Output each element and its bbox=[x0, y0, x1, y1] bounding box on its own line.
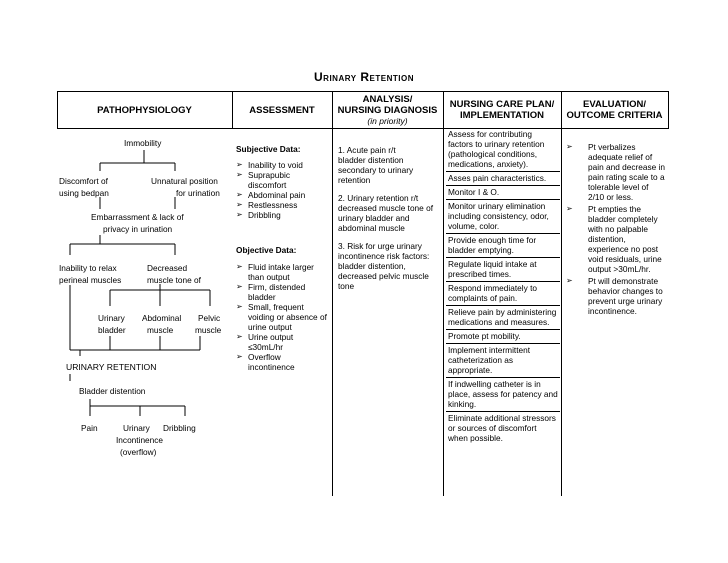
page-title: Urinary Retention bbox=[314, 70, 414, 84]
list-item: ➢ Restlessness bbox=[236, 200, 330, 210]
list-item: Assess for contributing factors to urinary retention (pathological conditions, medications, anxiety). bbox=[446, 128, 560, 172]
list-item: ➢ Urine output ≤30mL/hr bbox=[236, 332, 318, 352]
list-item: Monitor I & O. bbox=[446, 186, 560, 200]
subjective-data-label: Subjective Data: bbox=[236, 144, 301, 154]
flow-embarrassment-line2: privacy in urination bbox=[103, 224, 173, 234]
nursing-diagnosis-list bbox=[338, 145, 440, 295]
list-item: Regulate liquid intake at prescribed times. bbox=[446, 258, 560, 282]
flow-pain: Pain bbox=[81, 423, 98, 433]
flow-pelvic-line1: Pelvic bbox=[198, 313, 221, 323]
subjective-data-list bbox=[236, 160, 330, 220]
flow-unnatural-line2: for urination bbox=[176, 188, 220, 198]
list-item: ➢ Pt verbalizes adequate relief of pain and decrease in pain rating scale to a tolerable level of 2/10 or less. bbox=[566, 142, 666, 202]
flow-embarrassment-line1: Embarrassment & lack of bbox=[91, 212, 184, 222]
flow-immobility: Immobility bbox=[124, 138, 162, 148]
flow-decreased-line2: muscle tone of bbox=[147, 275, 201, 285]
list-item: Respond immediately to complaints of pain. bbox=[446, 282, 560, 306]
list-item: 3. Risk for urge urinary incontinence risk factors: bladder distention, decreased pelvic muscle tone bbox=[338, 241, 430, 291]
header-nd-line1: ANALYSIS/ bbox=[362, 93, 413, 105]
header-pathophysiology: PATHOPHYSIOLOGY bbox=[97, 104, 192, 116]
list-item: Provide enough time for bladder emptying. bbox=[446, 234, 560, 258]
list-item: Monitor urinary elimination including consistency, odor, volume, color. bbox=[446, 200, 560, 234]
list-item: ➢ Dribbling bbox=[236, 210, 330, 220]
flow-overflow: (overflow) bbox=[120, 447, 157, 457]
list-item: ➢ Suprapubic discomfort bbox=[236, 170, 318, 190]
list-item: ➢ Inability to void bbox=[236, 160, 330, 170]
header-nd-sub: (in priority) bbox=[367, 115, 408, 126]
list-item: 1. Acute pain r/t bladder distention secondary to urinary retention bbox=[338, 145, 414, 185]
flow-bladder-distention: Bladder distention bbox=[79, 386, 146, 396]
flow-incontinence: Incontinence bbox=[116, 435, 164, 445]
flow-urinary-bladder-line2: bladder bbox=[98, 325, 126, 335]
care-plan-list bbox=[446, 128, 560, 445]
flow-pelvic-line2: muscle bbox=[195, 325, 222, 335]
list-item: If indwelling catheter is in place, assess for patency and kinking. bbox=[446, 378, 560, 412]
list-item: ➢ Overflow incontinence bbox=[236, 352, 318, 372]
list-item: ➢ Pt empties the bladder completely with no palpable distention, experience no post void residuals, urine output >30mL/hr. bbox=[566, 204, 666, 274]
header-cp-line1: NURSING CARE PLAN/ bbox=[449, 99, 555, 110]
flow-abdominal-line2: muscle bbox=[147, 325, 174, 335]
header-nd-line2: NURSING DIAGNOSIS bbox=[337, 104, 438, 116]
flow-abdominal-line1: Abdominal bbox=[142, 313, 182, 323]
header-assessment: ASSESSMENT bbox=[249, 104, 315, 116]
flow-unnatural-line1: Unnatural position bbox=[151, 176, 218, 186]
flow-urinary-bladder-line1: Urinary bbox=[98, 313, 125, 323]
objective-data-label: Objective Data: bbox=[236, 245, 297, 255]
flow-urinary-retention: URINARY RETENTION bbox=[66, 362, 157, 372]
flow-discomfort-line2: using bedpan bbox=[59, 188, 109, 198]
list-item: ➢ Fluid intake larger than output bbox=[236, 262, 332, 282]
header-ev-line1: EVALUATION/ bbox=[583, 99, 646, 110]
flow-dribbling: Dribbling bbox=[163, 423, 196, 433]
list-item: ➢ Pt will demonstrate behavior changes to prevent urge urinary incontinence. bbox=[566, 276, 666, 316]
flow-decreased-line1: Decreased bbox=[147, 263, 188, 273]
objective-data-list bbox=[236, 262, 332, 372]
flow-discomfort-line1: Discomfort of bbox=[59, 176, 108, 186]
list-item: ➢ Firm, distended bladder bbox=[236, 282, 322, 302]
list-item: Asses pain characteristics. bbox=[446, 172, 560, 186]
evaluation-list bbox=[566, 142, 668, 316]
list-item: ➢ Small, frequent voiding or absence of urine output bbox=[236, 302, 332, 332]
header-cp-line2: IMPLEMENTATION bbox=[459, 110, 545, 121]
list-item: Implement intermittent catheterization as appropriate. bbox=[446, 344, 560, 378]
list-item: Eliminate additional stressors or sources of discomfort when possible. bbox=[448, 413, 556, 443]
flow-inability-line2: perineal muscles bbox=[59, 275, 122, 285]
flow-urinary: Urinary bbox=[123, 423, 150, 433]
flow-inability-line1: Inability to relax bbox=[59, 263, 117, 273]
list-item: ➢ Abdominal pain bbox=[236, 190, 330, 200]
list-item: 2. Urinary retention r/t decreased muscle tone of urinary bladder and abdominal muscle bbox=[338, 193, 434, 233]
list-item: Relieve pain by administering medications and measures. bbox=[446, 306, 560, 330]
list-item: Promote pt mobility. bbox=[446, 330, 560, 344]
header-ev-line2: OUTCOME CRITERIA bbox=[566, 110, 663, 121]
